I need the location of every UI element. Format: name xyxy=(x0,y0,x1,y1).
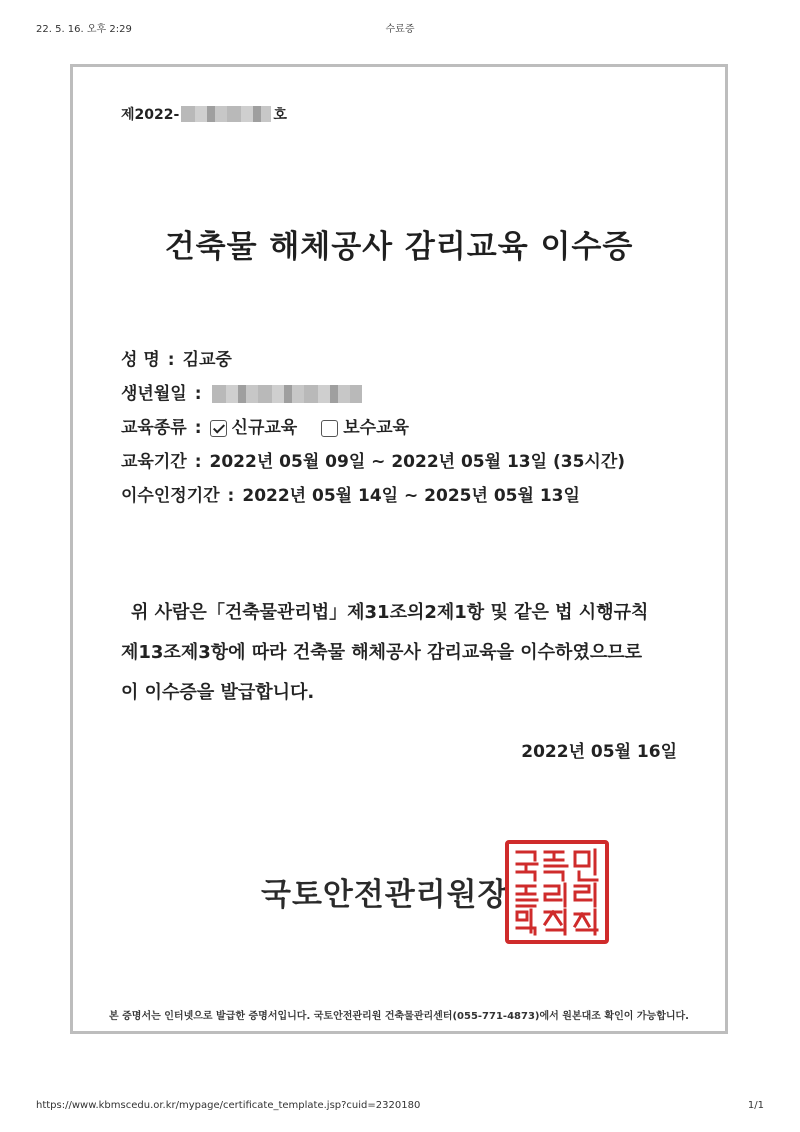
type-refresh-checkbox xyxy=(321,420,338,437)
valid-period-row xyxy=(121,479,625,513)
type-new-label: 신규교육 xyxy=(231,418,298,438)
type-label: 교육종류 xyxy=(121,418,187,438)
certificate-number xyxy=(121,104,287,124)
official-seal xyxy=(505,840,609,944)
colon: : xyxy=(194,384,202,404)
print-url: https://www.kbmscedu.or.kr/mypage/certificate_template.jsp?cuid=2320180 xyxy=(36,1100,421,1111)
name-label: 성 명 xyxy=(121,350,160,370)
valid-label: 이수인정기간 xyxy=(121,486,220,506)
redacted-number xyxy=(181,106,271,122)
page-number: 1/1 xyxy=(747,1100,764,1111)
statement-line: 위 사람은「건축물관리법」제31조의2제1항 및 같은 법 시행규칙 xyxy=(131,602,649,623)
issuer-name: 국토안전관리원장 xyxy=(261,877,509,913)
certificate-title: 건축물 해체공사 감리교육 이수증 xyxy=(164,229,634,265)
certificate-number-suffix: 호 xyxy=(273,107,287,123)
verification-note: 본 증명서는 인터넷으로 발급한 증명서입니다. 국토안전관리원 건축물관리센터(055-771-4873)에서 원본대조 확인이 가능합니다. xyxy=(109,1011,689,1022)
print-doc-title: 수료증 xyxy=(385,24,415,35)
issue-date: 2022년 05월 16일 xyxy=(521,742,677,762)
type-new-option xyxy=(210,411,298,445)
period-row xyxy=(121,445,625,479)
colon: : xyxy=(194,418,202,438)
info-block xyxy=(121,343,625,513)
birth-row xyxy=(121,377,625,411)
name-row xyxy=(121,343,625,377)
statement-line: 이 이수증을 발급합니다. xyxy=(121,682,315,703)
redacted-birthdate xyxy=(212,385,362,403)
type-new-checkbox xyxy=(210,420,227,437)
type-refresh-label: 보수교육 xyxy=(343,418,409,438)
certification-statement xyxy=(121,593,701,713)
type-refresh-option xyxy=(321,411,409,445)
print-header xyxy=(0,20,800,40)
print-date: 22. 5. 16. 오후 2:29 xyxy=(36,24,132,35)
colon: : xyxy=(194,452,202,472)
period-label: 교육기간 xyxy=(121,452,187,472)
colon: : xyxy=(227,486,235,506)
statement-line: 제13조제3항에 따라 건축물 해체공사 감리교육을 이수하였으므로 xyxy=(121,642,642,663)
birth-label: 생년월일 xyxy=(121,384,187,404)
period-value: 2022년 05월 09일 ~ 2022년 05월 13일 (35시간) xyxy=(209,452,626,472)
colon: : xyxy=(167,350,175,370)
name-value: 김교중 xyxy=(182,350,232,370)
certificate-number-prefix: 제2022- xyxy=(121,107,180,123)
seal-glyphs xyxy=(509,844,605,940)
education-type-row xyxy=(121,411,625,445)
certificate-frame xyxy=(70,64,728,1034)
valid-value: 2022년 05월 14일 ~ 2025년 05월 13일 xyxy=(242,486,580,506)
